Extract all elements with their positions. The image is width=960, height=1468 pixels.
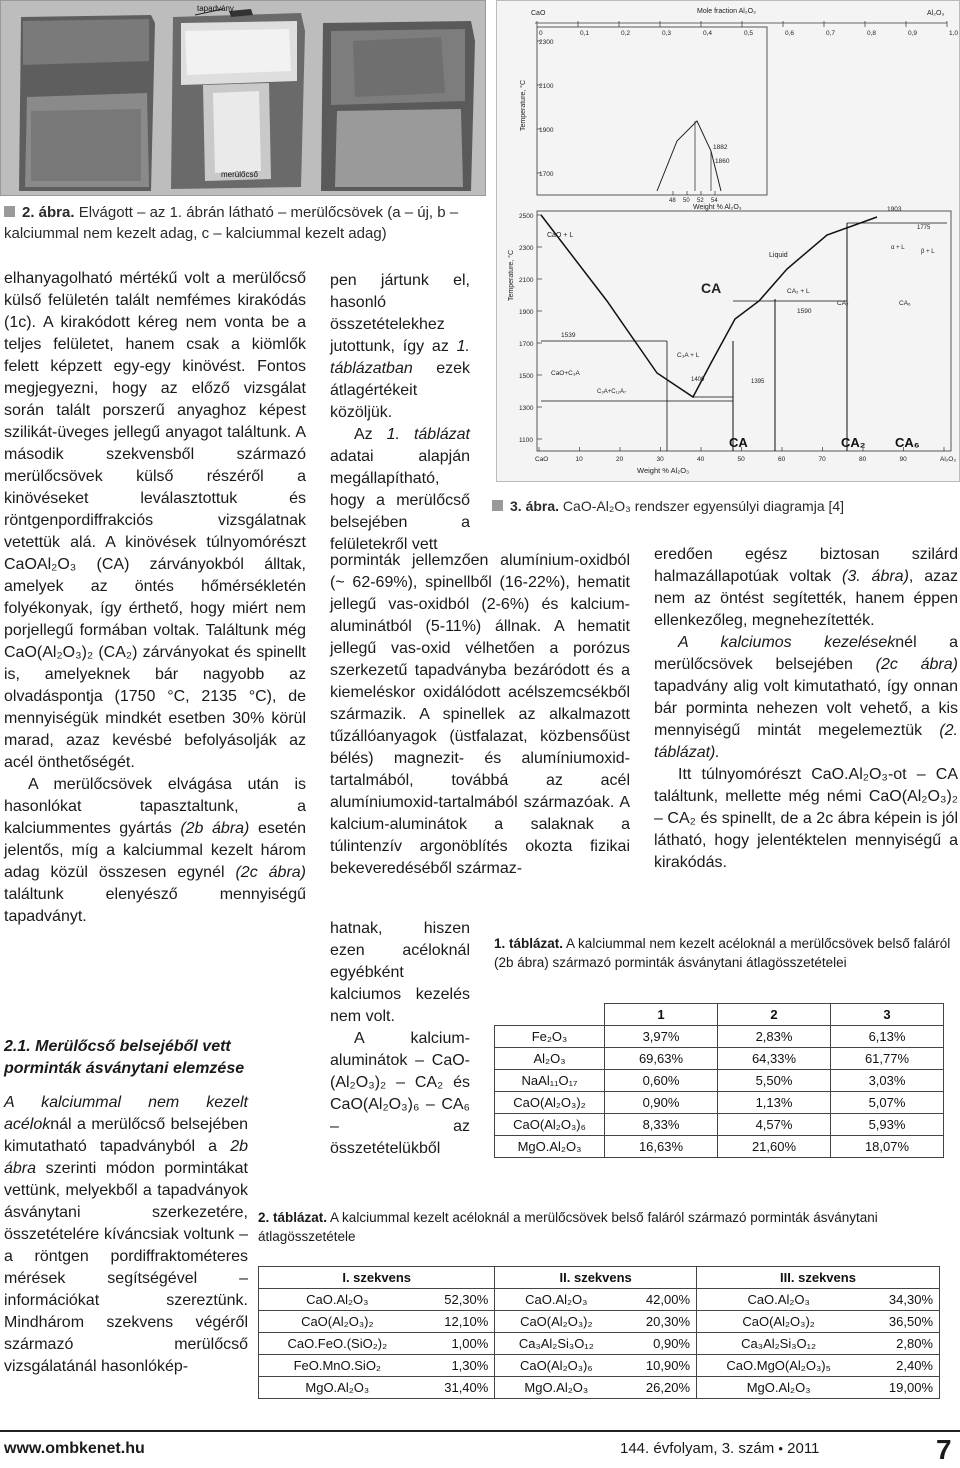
main-x-label: Weight % Al₂O₃ bbox=[637, 466, 690, 475]
phase-region-label: β + L bbox=[921, 249, 935, 255]
inset-y-tick-label: 2300 bbox=[539, 39, 554, 46]
phase-region-label: CA₂ + L bbox=[787, 288, 810, 295]
table-2-header: III. szekvens bbox=[697, 1267, 940, 1289]
figure-2-caption-num: 2. ábra. bbox=[22, 204, 75, 221]
bottom-label-ca6: CA₆ bbox=[895, 435, 920, 450]
main-x-tick-label: 20 bbox=[616, 456, 624, 463]
table-2-header-row bbox=[259, 1267, 940, 1289]
top-tick-label: 0,1 bbox=[580, 30, 590, 37]
footer-rule bbox=[0, 1430, 960, 1432]
col-a-paragraph-1: elhanyagolható mértékű volt a merülőcső külső felületén talált nemfémes kirakódás (1c). A kirakódott kéreg nem vonta be a teljes felületet, hanem csak a kiömlők felett képzett egy-egy kinövést. Fontos megjegyezni, hogy az előző vizsgálat során talált porszerű anyaghoz képest szilikát-üveges jellegű anyagot találtunk. A második szekvensből származó merülőcsövek külső részéről a kinövéseket leválasztottuk és röntgenpordiffrakciós vizsgálatnak vetettük alá. A kinövések túlnyomórészt CaOAl₂O₃ (CA) zárványokból álltak, amelyek az öntés hőmérsékletén folyékonyak, így érthető, hogy miért nem porjellegű formában voltak. Találtunk még CaO(Al₂O₃)₂ (CA₂) zárványokat és spinellt is, amelyeknek bár nagyobb az olvadáspontja (1750 °C, 2135 °C), de mennyiségük mindkét esetben 30% körül marad, azaz kevésbé befolyásolják az acél önthetőségét. bbox=[4, 270, 306, 771]
col-b-paragraph-3: porminták jellemzően alumínium-oxidból (~ 62-69%), spinellből (16-22%), hematit jellegű vas-oxidból (2-6%) és kalcium-aluminátból (5-11%) állnak. A hematit jellegű vas-oxid vélhetően a porózus szerkezetű tapadványba bezáródott és a kiemeléskor oxidálódott acélszemcsékből származik. A spinellek az alkalmazott tűzállóanyagok (üstfalazat, közbensőüst bélés) magnezit- és alumíniumoxid-tartalmából, továbbá az acél alumíniumoxid-tartalmából származóak. A kalcium-aluminátok a salaknak a túlintenzív argonöblítés okozta fizikai bekeveredéséből származ- bbox=[330, 552, 630, 877]
main-y-tick-label: 2100 bbox=[519, 277, 534, 284]
figure-3-caption-text: CaO-Al₂O₃ rendszer egyensúlyi diagramja [4] bbox=[562, 498, 845, 514]
table-2-value: 36,50% bbox=[860, 1311, 939, 1333]
phase-region-label: α + L bbox=[891, 245, 905, 251]
bottom-label-ca: CA bbox=[729, 435, 748, 450]
col-b-paragraph-2: Az 1. táblázat adatai alapján megállapítható, hogy a merülőcső belsejében a felületekről vett bbox=[330, 426, 470, 553]
table-2-compound: MgO.Al₂O₃ bbox=[697, 1377, 861, 1399]
table-row bbox=[495, 1092, 944, 1114]
main-x-tick-label: CaO bbox=[535, 456, 549, 463]
phase-region-label: 1539 bbox=[561, 332, 576, 339]
table-row bbox=[259, 1311, 940, 1333]
column-a bbox=[4, 268, 306, 928]
table-1-cell: 18,07% bbox=[831, 1136, 944, 1158]
table-2-header: I. szekvens bbox=[259, 1267, 495, 1289]
figure-2-caption-text: Elvágott – az 1. ábrán látható – merülőcsövek (a – új, b – kalciummal nem kezelt adag, c – kalciummal kezelt adag) bbox=[4, 204, 459, 242]
column-c bbox=[654, 544, 958, 874]
phase-region-label: C₃A + L bbox=[677, 352, 700, 359]
top-tick-label: 0,2 bbox=[621, 30, 631, 37]
col-b-paragraph-1: pen jártunk el, hasonló összetételekhez jutottunk, így az 1. táblázatban ezek átlagértékeit közöljük. bbox=[330, 272, 470, 421]
table-2-compound: CaO(Al₂O₃)₂ bbox=[259, 1311, 416, 1333]
table-1-cell: 3,97% bbox=[605, 1026, 718, 1048]
table-row bbox=[495, 1048, 944, 1070]
table-2-compound: CaO(Al₂O₃)₂ bbox=[495, 1311, 617, 1333]
table-2-value: 0,90% bbox=[617, 1333, 696, 1355]
inset-y-tick-label: 2100 bbox=[539, 83, 554, 90]
caption-square-icon bbox=[492, 500, 503, 511]
table-2 bbox=[258, 1266, 940, 1399]
caption-square-icon bbox=[4, 206, 15, 217]
table-1-cell: 69,63% bbox=[605, 1048, 718, 1070]
table-1-cell: 5,93% bbox=[831, 1114, 944, 1136]
table-1-cell: 61,77% bbox=[831, 1048, 944, 1070]
table-2-compound: CaO(Al₂O₃)₆ bbox=[495, 1355, 617, 1377]
main-y-tick-label: 1700 bbox=[519, 341, 534, 348]
top-tick-label: 0,4 bbox=[703, 30, 713, 37]
table-1-header bbox=[495, 1004, 605, 1026]
inset-x-tick-label: 54 bbox=[711, 198, 718, 204]
column-b-middle bbox=[330, 550, 630, 880]
col-c-paragraph-2: A kalciumos kezeléseknél a merülőcsövek belsejében (2c ábra) tapadvány alig volt kimutatható, így onnan bár porminta nehezen volt vehető, a kis mennyiségű mintát megelemeztük (2. táblázat). bbox=[654, 634, 958, 761]
photo-label-bottom: merülőcső bbox=[221, 170, 258, 179]
inset-y-tick-label: 1700 bbox=[539, 171, 554, 178]
table-2-value: 10,90% bbox=[617, 1355, 696, 1377]
phase-region-label: CA bbox=[701, 280, 722, 296]
table-2-value: 2,80% bbox=[860, 1333, 939, 1355]
table-1-cell: 64,33% bbox=[718, 1048, 831, 1070]
main-y-tick-label: 1900 bbox=[519, 309, 534, 316]
main-y-tick-label: 1100 bbox=[519, 437, 533, 444]
table-1-cell: 21,60% bbox=[718, 1136, 831, 1158]
main-x-tick-label: 30 bbox=[656, 456, 664, 463]
table-2-header: II. szekvens bbox=[495, 1267, 697, 1289]
table-1-header: 3 bbox=[831, 1004, 944, 1026]
table-2-value: 1,00% bbox=[416, 1333, 495, 1355]
inset-x-tick-label: 50 bbox=[683, 198, 690, 204]
table-1-row-label: MgO.Al₂O₃ bbox=[495, 1136, 605, 1158]
inset-x-label: Weight % Al₂O₃ bbox=[693, 204, 742, 211]
col-a-paragraph-2: A merülőcsövek elvágása után is hasonlókat tapasztaltunk, a kalciummentes gyártás (2b ábra) esetén jelentős, míg a kalciummal kezelt három adag közül összesen egynél (2c ábra) találtunk elenyésző mennyiségű tapadványt. bbox=[4, 776, 307, 925]
table-2-compound: CaO.MgO(Al₂O₃)₅ bbox=[697, 1355, 861, 1377]
table-1-row-label: CaO(Al₂O₃)₂ bbox=[495, 1092, 605, 1114]
table-1 bbox=[494, 1003, 944, 1158]
table-1-row-label: NaAl₁₁O₁₇ bbox=[495, 1070, 605, 1092]
table-2-value: 1,30% bbox=[416, 1355, 495, 1377]
table-row bbox=[495, 1070, 944, 1092]
table-1-cell: 3,03% bbox=[831, 1070, 944, 1092]
table-2-value: 12,10% bbox=[416, 1311, 495, 1333]
main-y-tick-label: 1300 bbox=[519, 405, 534, 412]
figure-3-phase-diagram bbox=[496, 0, 960, 482]
phase-region-label: CA₆ bbox=[899, 300, 911, 307]
main-x-tick-label: 60 bbox=[778, 456, 786, 463]
table-1-cell: 4,57% bbox=[718, 1114, 831, 1136]
footer-bullet: • bbox=[778, 1441, 783, 1456]
top-tick-label: 0,3 bbox=[662, 30, 672, 37]
table-2-compound: MgO.Al₂O₃ bbox=[495, 1377, 617, 1399]
table-row bbox=[259, 1355, 940, 1377]
inset-y-label: Temperature, °C bbox=[520, 79, 527, 131]
table-1-cell: 1,13% bbox=[718, 1092, 831, 1114]
main-x-tick-label: 10 bbox=[575, 456, 583, 463]
top-tick-label: 0 bbox=[539, 30, 543, 37]
table-2-compound: MgO.Al₂O₃ bbox=[259, 1377, 416, 1399]
table-row bbox=[259, 1333, 940, 1355]
figure-2-photo bbox=[0, 0, 486, 196]
table-2-compound: CaO.Al₂O₃ bbox=[259, 1289, 416, 1311]
phase-region-label: CaO + L bbox=[547, 232, 574, 239]
table-row bbox=[259, 1377, 940, 1399]
phase-region-label: 1775 bbox=[917, 225, 931, 231]
table-2-value: 31,40% bbox=[416, 1377, 495, 1399]
phase-region-label: Liquid bbox=[769, 252, 788, 259]
col-a-paragraph-3: A kalciummal nem kezelt acéloknál a merülőcső belsejében kimutatható tapadványból a 2b ábra szerinti módon pormintákat vettünk, melyekből a tapadványok ásványtani szerkezetére, összetételére kíváncsiak voltunk – a röntgen pordiffraktométeres mérések segítségével – információkat szereztünk. Mindhárom szekvens végéről származó merülőcső vizsgálatánál hasonlókép- bbox=[4, 1094, 248, 1375]
table-2-compound: CaO.FeO.(SiO₂)₂ bbox=[259, 1333, 416, 1355]
main-x-tick-label: 40 bbox=[697, 456, 705, 463]
table-1-header: 2 bbox=[718, 1004, 831, 1026]
table-1-cell: 0,90% bbox=[605, 1092, 718, 1114]
table-2-compound: CaO(Al₂O₃)₂ bbox=[697, 1311, 861, 1333]
table-1-header-row bbox=[495, 1004, 944, 1026]
table-1-caption: 1. táblázat. A kalciummal nem kezelt acéloknál a merülőcsövek belső faláról (2b ábra) származó porminták ásványtani átlagösszetételei bbox=[494, 936, 951, 970]
table-2-compound: CaO.Al₂O₃ bbox=[697, 1289, 861, 1311]
main-y-label: Temperature, °C bbox=[508, 249, 515, 301]
main-x-tick-label: 80 bbox=[859, 456, 867, 463]
phase-region-label: CaO+C₃A bbox=[551, 370, 580, 377]
col-b-paragraph-4: hatnak, hiszen ezen acéloknál egyébként kalciumos kezelés nem volt. bbox=[330, 920, 470, 1025]
table-row bbox=[495, 1026, 944, 1048]
inset-y-tick-label: 1900 bbox=[539, 127, 554, 134]
main-y-tick-label: 1500 bbox=[519, 373, 534, 380]
col-c-paragraph-1: eredően egész biztosan szilárd halmazállapotúak voltak (3. ábra), azaz nem az öntést segítették, hanem éppen ellenkezőleg, megnehezítették. bbox=[654, 546, 958, 629]
top-right-label: Al₂O₃ bbox=[927, 10, 945, 17]
phase-region-label: C₃A+C₁₂A₇ bbox=[597, 389, 627, 395]
top-tick-label: 0,7 bbox=[826, 30, 836, 37]
table-2-value: 19,00% bbox=[860, 1377, 939, 1399]
page-number: 7 bbox=[936, 1434, 952, 1465]
footer-issue: 144. évfolyam, 3. szám • 2011 bbox=[620, 1440, 820, 1457]
table-1-header: 1 bbox=[605, 1004, 718, 1026]
column-b-lower bbox=[330, 918, 470, 1160]
inset-value-2: 1860 bbox=[715, 158, 730, 165]
table-2-value: 42,00% bbox=[617, 1289, 696, 1311]
main-x-tick-label: Al₂O₃ bbox=[940, 456, 957, 463]
table-row bbox=[495, 1114, 944, 1136]
photo-label-top: tapadvány bbox=[197, 4, 234, 13]
phase-region-label: 1395 bbox=[751, 379, 765, 385]
table-2-compound: Ca₃Al₂Si₃O₁₂ bbox=[495, 1333, 617, 1355]
column-b-upper bbox=[330, 270, 470, 556]
inset-x-tick-label: 48 bbox=[669, 198, 676, 204]
figure-3-caption bbox=[492, 496, 960, 516]
main-x-tick-label: 70 bbox=[818, 456, 826, 463]
top-tick-label: 0,8 bbox=[867, 30, 877, 37]
footer-url: www.ombkenet.hu bbox=[4, 1440, 145, 1457]
bottom-label-ca2: CA₂ bbox=[841, 435, 866, 450]
table-1-cell: 5,50% bbox=[718, 1070, 831, 1092]
table-row bbox=[495, 1136, 944, 1158]
phase-region-label: CA₂ bbox=[837, 300, 849, 307]
inset-value-1: 1882 bbox=[713, 144, 728, 151]
top-tick-label: 0,5 bbox=[744, 30, 754, 37]
top-left-label: CaO bbox=[531, 10, 546, 17]
phase-region-label: 1903 bbox=[887, 206, 902, 213]
main-y-tick-label: 2300 bbox=[519, 245, 534, 252]
main-x-tick-label: 50 bbox=[737, 456, 745, 463]
top-axis-label: Mole fraction Al₂O₃ bbox=[697, 8, 756, 15]
table-1-cell: 0,60% bbox=[605, 1070, 718, 1092]
top-tick-label: 0,6 bbox=[785, 30, 795, 37]
top-tick-label: 0,9 bbox=[908, 30, 918, 37]
main-y-tick-label: 2500 bbox=[519, 213, 534, 220]
table-1-cell: 2,83% bbox=[718, 1026, 831, 1048]
table-1-cell: 5,07% bbox=[831, 1092, 944, 1114]
col-b-paragraph-5: A kalcium-aluminátok – CaO-(Al₂O₃)₂ – CA₂ és CaO(Al₂O₃)₆ – CA₆ – az összetételükből bbox=[330, 1030, 470, 1157]
table-1-cell: 16,63% bbox=[605, 1136, 718, 1158]
table-2-value: 52,30% bbox=[416, 1289, 495, 1311]
table-row bbox=[259, 1289, 940, 1311]
phase-region-label: 1590 bbox=[797, 308, 812, 315]
section-heading-2-1: 2.1. Merülőcső belsejéből vett porminták ásványtani elemzése bbox=[4, 1038, 245, 1077]
table-2-value: 20,30% bbox=[617, 1311, 696, 1333]
table-1-cell: 6,13% bbox=[831, 1026, 944, 1048]
table-1-row-label: Fe₂O₃ bbox=[495, 1026, 605, 1048]
table-1-row-label: Al₂O₃ bbox=[495, 1048, 605, 1070]
column-a-lower bbox=[4, 1036, 248, 1378]
table-2-compound: FeO.MnO.SiO₂ bbox=[259, 1355, 416, 1377]
col-c-paragraph-3: Itt túlnyomórészt CaO.Al₂O₃-ot – CA találtunk, mellette még némi CaO(Al₂O₃)₂ – CA₂ és spinellt, de a 2c ábra képein is jól látható, hogy jelentéktelen mennyiségű a kirakódás. bbox=[654, 766, 958, 871]
top-tick-label: 1,0 bbox=[949, 30, 959, 37]
table-2-compound: CaO.Al₂O₃ bbox=[495, 1289, 617, 1311]
table-2-value: 2,40% bbox=[860, 1355, 939, 1377]
table-2-value: 26,20% bbox=[617, 1377, 696, 1399]
main-x-tick-label: 90 bbox=[899, 456, 907, 463]
table-2-value: 34,30% bbox=[860, 1289, 939, 1311]
table-2-caption: 2. táblázat. A kalciummal kezelt acéloknál a merülőcsövek belső faláról származó porminták ásványtani átlagösszetétele bbox=[258, 1210, 878, 1244]
table-1-cell: 8,33% bbox=[605, 1114, 718, 1136]
table-1-row-label: CaO(Al₂O₃)₆ bbox=[495, 1114, 605, 1136]
figure-2-caption bbox=[4, 202, 484, 244]
figure-3-caption-num: 3. ábra. bbox=[510, 498, 560, 514]
phase-region-label: 1400 bbox=[691, 377, 705, 383]
table-2-compound: Ca₃Al₂Si₃O₁₂ bbox=[697, 1333, 861, 1355]
inset-x-tick-label: 52 bbox=[697, 198, 704, 204]
